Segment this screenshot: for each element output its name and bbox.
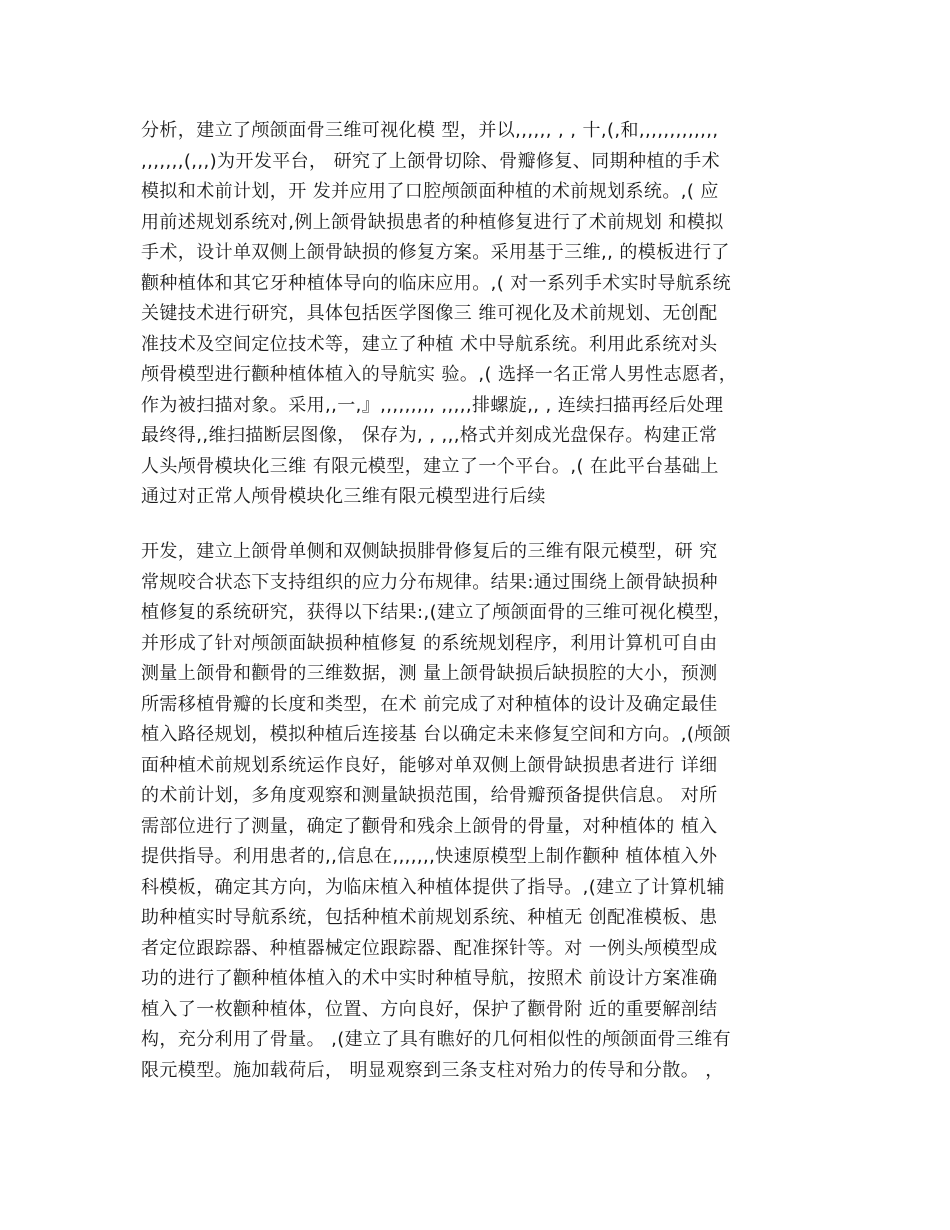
text-line: 人头颅骨模块化三维 有限元模型，建立了一个平台。,( 在此平台基础上	[141, 455, 719, 477]
text-line: 模拟和术前计划，开 发并应用了口腔颅颌面种植的术前规划系统。,( 应	[141, 181, 719, 202]
text-line: 颧种植体和其它牙种植体导向的临床应用。,( 对一系列手术实时导航系统	[141, 272, 732, 294]
text-line: 所需移植骨瓣的长度和类型，在术 前完成了对种植体的设计及确定最佳	[141, 693, 718, 715]
text-line: ,,,,,,,(,,,)为开发平台， 研究了上颌骨切除、骨瓣修复、同期种植的手术	[141, 150, 720, 172]
text-line: 颅骨模型进行颧种植体植入的导航实 验。,( 选择一名正常人男性志愿者，	[141, 364, 738, 385]
text-line: 植修复的系统研究，获得以下结果:,(建立了颅颌面骨的三维可视化模型，	[141, 602, 732, 623]
text-line: 功的进行了颧种植体植入的术中实时种植导航，按照术 前设计方案准确	[141, 968, 718, 989]
paragraph-1	[141, 116, 813, 513]
text-line: 常规咬合状态下支持组织的应力分布规律。结果:通过围绕上颌骨缺损种	[141, 571, 718, 593]
paragraph-2	[141, 537, 813, 1086]
text-line: 面种植术前规划系统运作良好，能够对单双侧上颌骨缺损患者进行 详细	[141, 754, 718, 776]
text-line: 测量上颌骨和颧骨的三维数据，测 量上颌骨缺损后缺损腔的大小，预测	[141, 663, 718, 684]
text-line: 限元模型。施加载荷后， 明显观察到三条支柱对殆力的传导和分散。 ，	[141, 1059, 724, 1081]
text-line: 提供指导。利用患者的,,信息在,,,,,,,快速原模型上制作颧种 植体植入外	[141, 846, 718, 867]
text-line: 手术，设计单双侧上颌骨缺损的修复方案。采用基于三维,, 的模板进行了	[141, 242, 730, 263]
text-line: 的术前计划，多角度观察和测量缺损范围，给骨瓣预备提供信息。 对所	[141, 785, 718, 806]
text-line: 开发，建立上颌骨单侧和双侧缺损腓骨修复后的三维有限元模型，研 究	[141, 541, 718, 562]
text-line: 助种植实时导航系统，包括种植术前规划系统、种植无 创配准模板、患	[141, 907, 718, 928]
text-line: 用前述规划系统对,例上颌骨缺损患者的种植修复进行了术前规划 和模拟	[141, 211, 724, 233]
text-line: 作为被扫描对象。采用,,一,』,,,,,,,,, ,,,,,排螺旋,, , 连续扫描再经后处理	[141, 394, 724, 416]
text-line: 关键技术进行研究，具体包括医学图像三 维可视化及术前规划、无创配	[141, 303, 718, 324]
text-line: 植入了一枚颧种植体，位置、方向良好，保护了颧骨附 近的重要解剖结	[141, 998, 718, 1020]
text-line: 分析，建立了颅颌面骨三维可视化模 型，并以,,,,,, , , 十,(,和,,,,,,,,,,,,,	[141, 120, 719, 141]
text-line: 植入路径规划，模拟种植后连接基 台以确定未来修复空间和方向。,(颅颌	[141, 724, 732, 745]
text-line: 构，充分利用了骨量。 ,(建立了具有瞧好的几何相似性的颅颌面骨三维有	[141, 1029, 732, 1050]
text-line: 者定位跟踪器、种植器械定位跟踪器、配准探针等。对 一例头颅模型成	[141, 937, 718, 959]
text-line: 准技术及空间定位技术等，建立了种植 术中导航系统。利用此系统对头	[141, 333, 718, 355]
text-line: 并形成了针对颅颌面缺损种植修复 的系统规划程序，利用计算机可自由	[141, 632, 718, 654]
text-line: 科模板，确定其方向，为临床植入种植体提供了指导。,(建立了计算机辅	[141, 876, 725, 898]
text-line: 最终得,,维扫描断层图像， 保存为, , ,,,格式并刻成光盘保存。构建正常	[141, 425, 718, 446]
text-line: 通过对正常人颅骨模块化三维有限元模型进行后续	[141, 486, 546, 507]
text-line: 需部位进行了测量，确定了颧骨和残余上颌骨的骨量，对种植体的 植入	[141, 815, 718, 837]
